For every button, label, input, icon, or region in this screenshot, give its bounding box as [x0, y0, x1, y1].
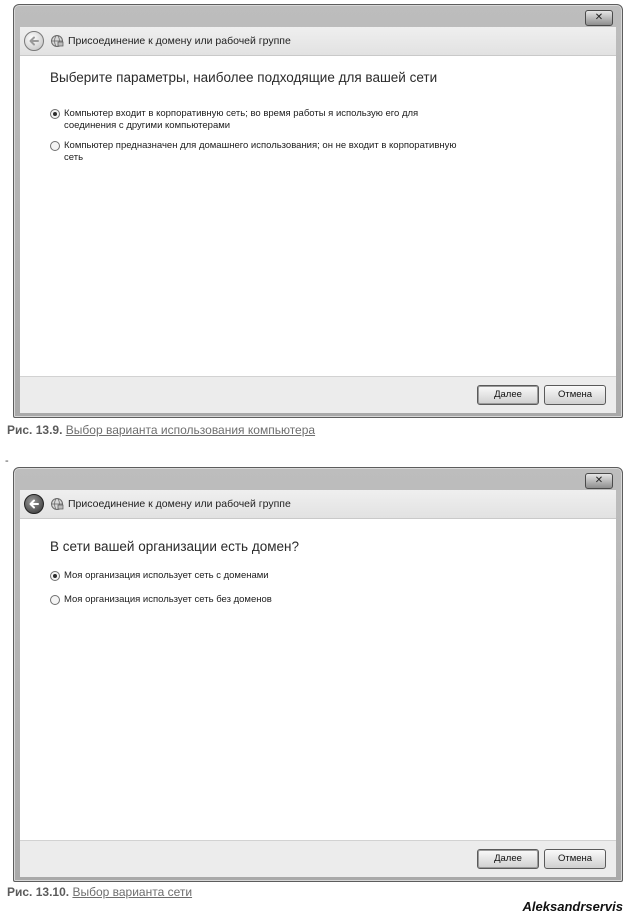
back-arrow-icon	[28, 498, 40, 510]
close-button[interactable]: ✕	[585, 10, 613, 26]
wizard-title: Присоединение к домену или рабочей группе	[68, 35, 291, 47]
cancel-button[interactable]: Отмена	[544, 385, 606, 405]
close-button[interactable]: ✕	[585, 473, 613, 489]
radio-without-domains[interactable]	[50, 595, 60, 605]
back-button[interactable]	[24, 494, 44, 514]
figure-caption-1-prefix: Рис. 13.9.	[7, 423, 63, 437]
option-without-domains-label: Моя организация использует сеть без доменов	[64, 594, 272, 605]
cancel-button[interactable]: Отмена	[544, 849, 606, 869]
join-domain-dialog-network	[13, 467, 623, 882]
wizard-header	[20, 490, 616, 519]
figure-caption-2	[7, 885, 192, 899]
wizard-footer	[20, 376, 616, 413]
figure-caption-1-text[interactable]: Выбор варианта использования компьютера	[65, 423, 316, 437]
radio-home[interactable]	[50, 141, 60, 151]
wizard-title: Присоединение к домену или рабочей группе	[68, 498, 291, 510]
radio-corporate[interactable]	[50, 109, 60, 119]
wizard-header	[20, 27, 616, 56]
figure-caption-2-prefix: Рис. 13.10.	[7, 885, 70, 899]
page-heading: Выберите параметры, наиболее подходящие для вашей сети	[50, 70, 438, 85]
next-button[interactable]: Далее	[477, 385, 539, 405]
figure-caption-2-text[interactable]: Выбор варианта сети	[72, 885, 193, 899]
wizard-footer	[20, 840, 616, 877]
option-home-label: Компьютер предназначен для домашнего использования; он не входит в корпоративную сеть	[64, 140, 457, 163]
option-with-domains-label: Моя организация использует сеть с доменами	[64, 570, 269, 581]
stray-mark: -	[5, 455, 9, 467]
network-globe-icon	[50, 497, 64, 511]
wizard-content	[20, 56, 616, 377]
back-arrow-icon	[28, 35, 40, 47]
figure-caption-1	[7, 423, 315, 437]
join-domain-dialog-options	[13, 4, 623, 418]
option-without-domains[interactable]	[50, 594, 470, 606]
wizard-content	[20, 519, 616, 841]
back-button[interactable]	[24, 31, 44, 51]
network-globe-icon	[50, 34, 64, 48]
next-button[interactable]: Далее	[477, 849, 539, 869]
option-home[interactable]	[50, 140, 470, 164]
option-corporate-label: Компьютер входит в корпоративную сеть; во время работы я использую его для соединения с другими компьютерами	[64, 108, 419, 131]
page-heading: В сети вашей организации есть домен?	[50, 539, 299, 554]
option-corporate[interactable]	[50, 108, 470, 132]
watermark: Aleksandrservis	[522, 899, 623, 914]
option-with-domains[interactable]	[50, 570, 470, 582]
radio-with-domains[interactable]	[50, 571, 60, 581]
